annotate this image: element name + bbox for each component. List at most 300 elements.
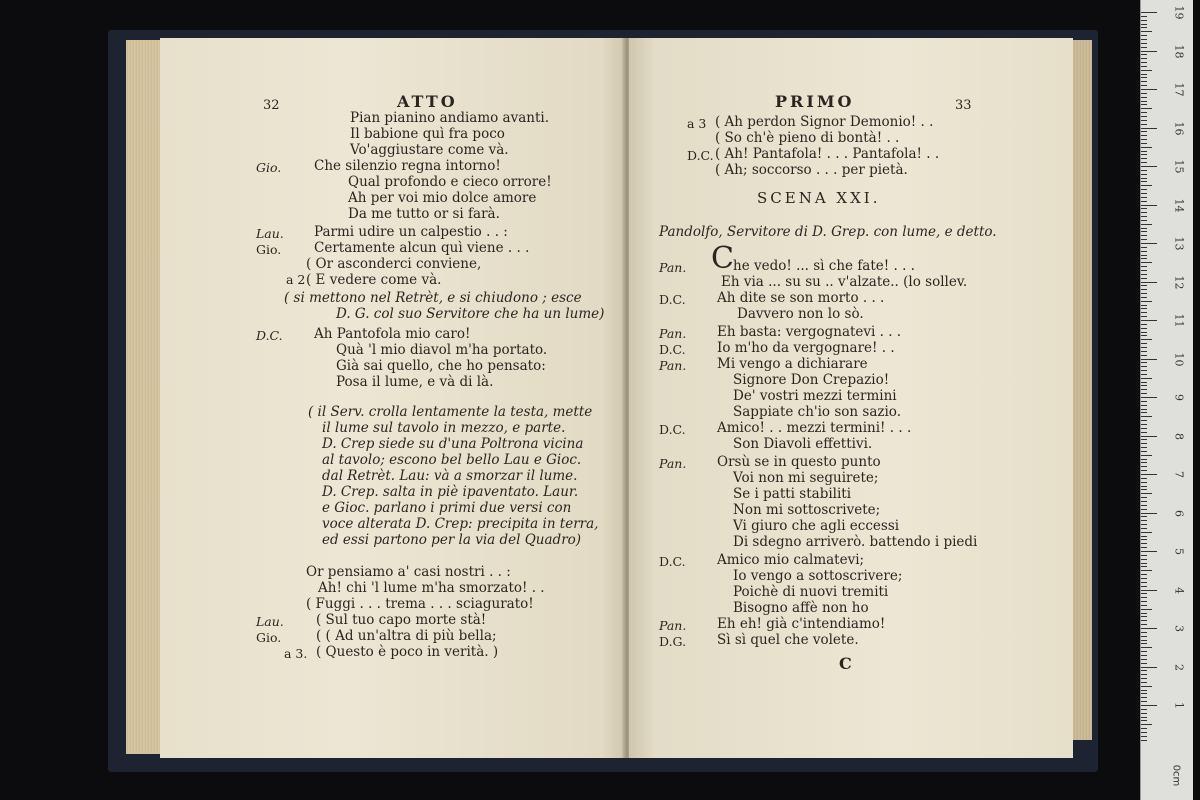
ruler-tick xyxy=(1141,416,1152,417)
ruler-tick xyxy=(1141,178,1147,179)
verse-line: Sappiate ch'io son sazio. xyxy=(733,404,901,420)
verse-line: Davvero non lo sò. xyxy=(737,306,864,322)
verse-line: Qual profondo e cieco orrore! xyxy=(348,174,552,190)
ruler-tick xyxy=(1141,597,1147,598)
ruler-tick xyxy=(1141,528,1147,529)
ruler-tick xyxy=(1141,216,1147,217)
ruler-tick xyxy=(1141,220,1147,221)
ruler-number: 17 xyxy=(1172,82,1186,97)
speaker-label: Lau. xyxy=(256,614,284,629)
speaker-label: Pan. xyxy=(659,618,687,633)
speaker-label: Pan. xyxy=(659,456,687,471)
stage-direction: D. Crep. salta in piè ipaventato. Laur. xyxy=(322,484,579,500)
ruler-tick xyxy=(1141,74,1147,75)
ruler-tick xyxy=(1141,455,1152,456)
ruler-tick xyxy=(1141,66,1147,67)
ruler-number: 10 xyxy=(1172,352,1186,366)
verse-line: Parmi udire un calpestio . . : xyxy=(314,224,508,240)
ruler-tick xyxy=(1141,732,1147,733)
ruler-tick xyxy=(1141,432,1147,433)
ruler-tick xyxy=(1141,224,1152,225)
ruler-tick xyxy=(1141,162,1147,163)
ruler-tick xyxy=(1141,701,1147,702)
ruler-tick xyxy=(1141,108,1152,109)
measurement-ruler xyxy=(1140,0,1193,800)
ruler-tick xyxy=(1141,235,1147,236)
speaker-label: Lau. xyxy=(256,226,284,241)
ruler-tick xyxy=(1141,320,1157,321)
ruler-tick xyxy=(1141,655,1147,656)
ruler-tick xyxy=(1141,628,1157,629)
ruler-number: 6 xyxy=(1172,509,1186,517)
speaker-label: D.C. xyxy=(659,292,686,307)
verse-line: ( Fuggi . . . trema . . . sciagurato! xyxy=(306,596,534,612)
ruler-tick xyxy=(1141,247,1147,248)
speaker-label: D.G. xyxy=(659,634,687,649)
ruler-tick xyxy=(1141,231,1147,232)
ruler-tick xyxy=(1141,439,1147,440)
ruler-tick xyxy=(1141,474,1157,475)
ruler-tick xyxy=(1141,524,1147,525)
ruler-tick xyxy=(1141,339,1152,340)
ruler-tick xyxy=(1141,131,1147,132)
ruler-tick xyxy=(1141,116,1147,117)
ruler-tick xyxy=(1141,693,1147,694)
ruler-tick xyxy=(1141,686,1152,687)
ruler-tick xyxy=(1141,258,1147,259)
ruler-tick xyxy=(1141,478,1147,479)
ruler-tick xyxy=(1141,724,1152,725)
verse-line: Di sdegno arriverò. battendo i piedi xyxy=(733,534,978,550)
speaker-label: Gio. xyxy=(256,630,282,645)
ruler-tick xyxy=(1141,289,1147,290)
ruler-tick xyxy=(1141,24,1147,25)
ruler-tick xyxy=(1141,282,1157,283)
ruler-tick xyxy=(1141,262,1152,263)
ruler-tick xyxy=(1141,462,1147,463)
ruler-tick xyxy=(1141,593,1147,594)
verse-line: he vedo! ... sì che fate! . . . xyxy=(733,258,915,274)
verse-line: ( Questo è poco in verità. ) xyxy=(316,644,499,660)
ruler-tick xyxy=(1141,520,1147,521)
verse-line: Ah! chi 'l lume m'ha smorzato! . . xyxy=(318,580,545,596)
ruler-tick xyxy=(1141,166,1157,167)
ruler-number: 19 xyxy=(1172,5,1186,20)
ruler-tick xyxy=(1141,601,1147,602)
ruler-tick xyxy=(1141,501,1147,502)
ruler-tick xyxy=(1141,274,1147,275)
ruler-tick xyxy=(1141,39,1147,40)
verse-line: Mi vengo a dichiarare xyxy=(717,356,868,372)
ruler-tick xyxy=(1141,62,1147,63)
ruler-tick xyxy=(1141,128,1157,129)
ruler-tick xyxy=(1141,301,1152,302)
ruler-tick xyxy=(1141,690,1147,691)
ruler-tick xyxy=(1141,632,1147,633)
verse-line: ( Ah! Pantafola! . . . Pantafola! . . xyxy=(715,146,940,162)
stage-direction: D. G. col suo Servitore che ha un lume) xyxy=(336,306,605,322)
ruler-tick xyxy=(1141,347,1147,348)
ruler-tick xyxy=(1141,489,1147,490)
left-page-number: 32 xyxy=(263,98,280,113)
ruler-tick xyxy=(1141,470,1147,471)
ruler-tick xyxy=(1141,370,1147,371)
verse-line: Ah Pantofola mio caro! xyxy=(314,326,471,342)
ruler-tick xyxy=(1141,670,1147,671)
ruler-tick xyxy=(1141,447,1147,448)
ruler-tick xyxy=(1141,736,1147,737)
ruler-tick xyxy=(1141,81,1147,82)
verse-line: ( Or asconderci conviene, xyxy=(306,256,482,272)
ruler-number: 1 xyxy=(1172,702,1186,709)
ruler-tick xyxy=(1141,27,1147,28)
ruler-tick xyxy=(1141,208,1147,209)
ruler-tick xyxy=(1141,70,1152,71)
ruler-tick xyxy=(1141,424,1147,425)
ruler-tick xyxy=(1141,740,1147,741)
ruler-tick xyxy=(1141,389,1147,390)
ruler-tick xyxy=(1141,409,1147,410)
ruler-tick xyxy=(1141,366,1147,367)
ruler-tick xyxy=(1141,212,1147,213)
speaker-label: D.C. xyxy=(659,342,686,357)
ruler-tick xyxy=(1141,270,1147,271)
verse-line: Or pensiamo a' casi nostri . . : xyxy=(306,564,511,580)
verse-line: Certamente alcun quì viene . . . xyxy=(314,240,530,256)
ruler-tick xyxy=(1141,513,1157,514)
ruler-tick xyxy=(1141,728,1147,729)
verse-line: Pian pianino andiamo avanti. xyxy=(350,110,549,126)
ruler-tick xyxy=(1141,705,1157,706)
ruler-tick xyxy=(1141,120,1147,121)
ruler-tick xyxy=(1141,624,1147,625)
ruler-tick xyxy=(1141,12,1157,13)
ruler-number: 3 xyxy=(1172,625,1186,632)
verse-line: Eh basta: vergognatevi . . . xyxy=(717,324,902,340)
left-running-head: ATTO xyxy=(397,92,458,111)
ruler-tick xyxy=(1141,443,1147,444)
verse-line: Voi non mi seguirete; xyxy=(733,470,879,486)
verse-line: Son Diavoli effettivi. xyxy=(733,436,873,452)
page-edges-right xyxy=(1070,40,1092,740)
ruler-tick xyxy=(1141,47,1147,48)
signature-mark: C xyxy=(839,654,852,673)
ruler-tick xyxy=(1141,312,1147,313)
verse-line: Già sai quello, che ho pensato: xyxy=(336,358,546,374)
verse-line: Il babione quì fra poco xyxy=(350,126,505,142)
speaker-label: Gio. xyxy=(256,242,282,257)
verse-line: Non mi sottoscrivete; xyxy=(733,502,881,518)
ruler-tick xyxy=(1141,516,1147,517)
stage-direction: dal Retrèt. Lau: và a smorzar il lume. xyxy=(322,468,578,484)
ruler-tick xyxy=(1141,58,1147,59)
ruler-tick xyxy=(1141,378,1152,379)
ruler-tick xyxy=(1141,193,1147,194)
right-page-number: 33 xyxy=(955,98,972,113)
ruler-tick xyxy=(1141,205,1157,206)
stage-direction: al tavolo; escono bel bello Lau e Gioc. xyxy=(322,452,582,468)
verse-line: ( So ch'è pieno di bontà! . . xyxy=(715,130,900,146)
ruler-tick xyxy=(1141,35,1147,36)
ruler-tick xyxy=(1141,636,1147,637)
ruler-tick xyxy=(1141,486,1147,487)
ruler-tick xyxy=(1141,412,1147,413)
ruler-tick xyxy=(1141,682,1147,683)
ruler-tick xyxy=(1141,401,1147,402)
speaker-label: Gio. xyxy=(256,160,282,175)
ruler-tick xyxy=(1141,382,1147,383)
ruler-tick xyxy=(1141,405,1147,406)
speaker-label: a 2 xyxy=(286,272,306,287)
ruler-tick xyxy=(1141,651,1147,652)
ruler-tick xyxy=(1141,181,1147,182)
right-running-head: PRIMO xyxy=(775,92,855,111)
ruler-tick xyxy=(1141,359,1157,360)
ruler-tick xyxy=(1141,104,1147,105)
drop-cap: C xyxy=(711,241,734,276)
ruler-tick xyxy=(1141,139,1147,140)
ruler-number: 18 xyxy=(1172,44,1186,58)
verse-line: Posa il lume, e và di là. xyxy=(336,374,494,390)
speaker-label: D.C. xyxy=(687,148,714,163)
scene-intro: Pandolfo, Servitore di D. Grep. con lume, e detto. xyxy=(659,224,997,240)
ruler-tick xyxy=(1141,674,1147,675)
ruler-tick xyxy=(1141,305,1147,306)
ruler-tick xyxy=(1141,497,1147,498)
speaker-label: a 3 xyxy=(687,116,707,131)
ruler-number: 2 xyxy=(1172,663,1186,671)
stage-direction: e Gioc. parlano i primi due versi con xyxy=(322,500,572,516)
ruler-tick xyxy=(1141,393,1147,394)
speaker-label: Pan. xyxy=(659,260,687,275)
ruler-number: 4 xyxy=(1172,586,1186,594)
ruler-number: 9 xyxy=(1172,394,1186,401)
ruler-tick xyxy=(1141,720,1147,721)
verse-line: Io vengo a sottoscrivere; xyxy=(733,568,903,584)
ruler-tick xyxy=(1141,374,1147,375)
ruler-tick xyxy=(1141,54,1147,55)
stage-direction: ( il Serv. crolla lentamente la testa, mette xyxy=(308,404,593,420)
ruler-tick xyxy=(1141,559,1147,560)
ruler-tick xyxy=(1141,640,1147,641)
ruler-tick xyxy=(1141,135,1147,136)
ruler-tick xyxy=(1141,124,1147,125)
ruler-tick xyxy=(1141,428,1147,429)
ruler-tick xyxy=(1141,466,1147,467)
stage-direction: D. Crep siede su d'una Poltrona vicina xyxy=(322,436,584,452)
ruler-tick xyxy=(1141,536,1147,537)
verse-line: Orsù se in questo punto xyxy=(717,454,881,470)
ruler-number: 11 xyxy=(1172,313,1186,328)
ruler-tick xyxy=(1141,324,1147,325)
speaker-label: Pan. xyxy=(659,358,687,373)
ruler-tick xyxy=(1141,43,1147,44)
ruler-tick xyxy=(1141,189,1147,190)
ruler-tick xyxy=(1141,420,1147,421)
ruler-tick xyxy=(1141,566,1147,567)
ruler-tick xyxy=(1141,543,1147,544)
ruler-tick xyxy=(1141,93,1147,94)
ruler-tick xyxy=(1141,547,1147,548)
verse-line: ( E vedere come và. xyxy=(306,272,442,288)
ruler-tick xyxy=(1141,251,1147,252)
ruler-tick xyxy=(1141,539,1147,540)
verse-line: ( ( Ad un'altra di più bella; xyxy=(316,628,497,644)
verse-line: Da me tutto or si farà. xyxy=(348,206,500,222)
ruler-tick xyxy=(1141,643,1147,644)
verse-line: Signore Don Crepazio! xyxy=(733,372,890,388)
ruler-tick xyxy=(1141,158,1147,159)
ruler-tick xyxy=(1141,509,1147,510)
ruler-number: 12 xyxy=(1172,275,1186,289)
ruler-tick xyxy=(1141,332,1147,333)
verse-line: Eh via ... su su .. v'alzate.. (lo sollev. xyxy=(721,274,968,290)
ruler-tick xyxy=(1141,493,1152,494)
ruler-tick xyxy=(1141,616,1147,617)
verse-line: Sì sì quel che volete. xyxy=(717,632,859,648)
ruler-tick xyxy=(1141,147,1152,148)
verse-line: Amico! . . mezzi termini! . . . xyxy=(717,420,912,436)
verse-line: De' vostri mezzi termini xyxy=(733,388,897,404)
verse-line: Ah per voi mio dolce amore xyxy=(348,190,537,206)
ruler-tick xyxy=(1141,659,1147,660)
stage-direction: voce alterata D. Crep: precipita in terra, xyxy=(322,516,599,532)
ruler-tick xyxy=(1141,570,1152,571)
ruler-tick xyxy=(1141,697,1147,698)
ruler-tick xyxy=(1141,436,1157,437)
stage-direction: ed essi partono per la via del Quadro) xyxy=(322,532,582,548)
verse-line: Ah dite se son morto . . . xyxy=(717,290,885,306)
ruler-number: 14 xyxy=(1172,198,1186,212)
ruler-tick xyxy=(1141,647,1152,648)
ruler-tick xyxy=(1141,586,1147,587)
ruler-tick xyxy=(1141,709,1147,710)
ruler-number: 16 xyxy=(1172,121,1186,135)
verse-line: Quà 'l mio diavol m'ha portato. xyxy=(336,342,548,358)
ruler-tick xyxy=(1141,51,1157,52)
ruler-tick xyxy=(1141,228,1147,229)
verse-line: Bisogno affè non ho xyxy=(733,600,869,616)
ruler-tick xyxy=(1141,174,1147,175)
ruler-tick xyxy=(1141,667,1157,668)
ruler-tick xyxy=(1141,239,1147,240)
verse-line: Amico mio calmatevi; xyxy=(717,552,865,568)
ruler-tick xyxy=(1141,328,1147,329)
ruler-tick xyxy=(1141,678,1147,679)
ruler-tick xyxy=(1141,563,1147,564)
ruler-tick xyxy=(1141,620,1147,621)
ruler-tick xyxy=(1141,385,1147,386)
verse-line: Vo'aggiustare come và. xyxy=(350,142,509,158)
stage-direction: ( si mettono nel Retrèt, e si chiudono ; esce xyxy=(284,290,582,306)
ruler-tick xyxy=(1141,551,1157,552)
ruler-tick xyxy=(1141,170,1147,171)
verse-line: Se i patti stabiliti xyxy=(733,486,852,502)
ruler-tick xyxy=(1141,574,1147,575)
ruler-tick xyxy=(1141,154,1147,155)
ruler-tick xyxy=(1141,197,1147,198)
ruler-tick xyxy=(1141,143,1147,144)
ruler-tick xyxy=(1141,20,1147,21)
ruler-tick xyxy=(1141,185,1152,186)
ruler-tick xyxy=(1141,605,1147,606)
right-page xyxy=(629,38,1073,758)
ruler-tick xyxy=(1141,362,1147,363)
ruler-tick xyxy=(1141,266,1147,267)
speaker-label: D.C. xyxy=(659,422,686,437)
left-page xyxy=(160,38,625,758)
ruler-tick xyxy=(1141,101,1147,102)
ruler-tick xyxy=(1141,590,1157,591)
ruler-tick xyxy=(1141,243,1157,244)
ruler-tick xyxy=(1141,255,1147,256)
ruler-tick xyxy=(1141,297,1147,298)
ruler-tick xyxy=(1141,355,1147,356)
ruler-unit: 0cm xyxy=(1170,764,1182,787)
ruler-tick xyxy=(1141,505,1147,506)
ruler-tick xyxy=(1141,308,1147,309)
ruler-tick xyxy=(1141,278,1147,279)
ruler-tick xyxy=(1141,578,1147,579)
ruler-tick xyxy=(1141,151,1147,152)
ruler-tick xyxy=(1141,16,1147,17)
ruler-tick xyxy=(1141,459,1147,460)
ruler-tick xyxy=(1141,397,1157,398)
stage-direction: il lume sul tavolo in mezzo, e parte. xyxy=(322,420,566,436)
ruler-number: 5 xyxy=(1172,548,1186,555)
speaker-label: a 3. xyxy=(284,646,308,661)
verse-line: ( Sul tuo capo morte stà! xyxy=(316,612,487,628)
ruler-tick xyxy=(1141,31,1152,32)
ruler-tick xyxy=(1141,713,1147,714)
scene-title: SCENA XXI. xyxy=(757,189,881,207)
ruler-number: 8 xyxy=(1172,432,1186,440)
ruler-tick xyxy=(1141,609,1152,610)
ruler-number: 7 xyxy=(1172,471,1186,478)
ruler-tick xyxy=(1141,112,1147,113)
ruler-tick xyxy=(1141,335,1147,336)
verse-line: ( Ah perdon Signor Demonio! . . xyxy=(715,114,934,130)
verse-line: ( Ah; soccorso . . . per pietà. xyxy=(715,162,908,178)
page-edges-left xyxy=(126,40,164,754)
speaker-label: D.C. xyxy=(659,554,686,569)
ruler-tick xyxy=(1141,555,1147,556)
verse-line: Vi giuro che agli eccessi xyxy=(733,518,900,534)
ruler-tick xyxy=(1141,201,1147,202)
ruler-tick xyxy=(1141,482,1147,483)
ruler-number: 13 xyxy=(1172,236,1186,251)
ruler-tick xyxy=(1141,582,1147,583)
ruler-number: 15 xyxy=(1172,159,1186,174)
ruler-tick xyxy=(1141,77,1147,78)
verse-line: Che silenzio regna intorno! xyxy=(314,158,501,174)
ruler-tick xyxy=(1141,663,1147,664)
ruler-tick xyxy=(1141,717,1147,718)
verse-line: Eh eh! già c'intendiamo! xyxy=(717,616,886,632)
ruler-tick xyxy=(1141,285,1147,286)
ruler-tick xyxy=(1141,532,1152,533)
ruler-tick xyxy=(1141,85,1147,86)
ruler-tick xyxy=(1141,293,1147,294)
verse-line: Poichè di nuovi tremiti xyxy=(733,584,889,600)
ruler-tick xyxy=(1141,97,1147,98)
ruler-tick xyxy=(1141,451,1147,452)
ruler-tick xyxy=(1141,343,1147,344)
ruler-tick xyxy=(1141,613,1147,614)
speaker-label: D.C. xyxy=(256,328,283,343)
speaker-label: Pan. xyxy=(659,326,687,341)
ruler-tick xyxy=(1141,89,1157,90)
